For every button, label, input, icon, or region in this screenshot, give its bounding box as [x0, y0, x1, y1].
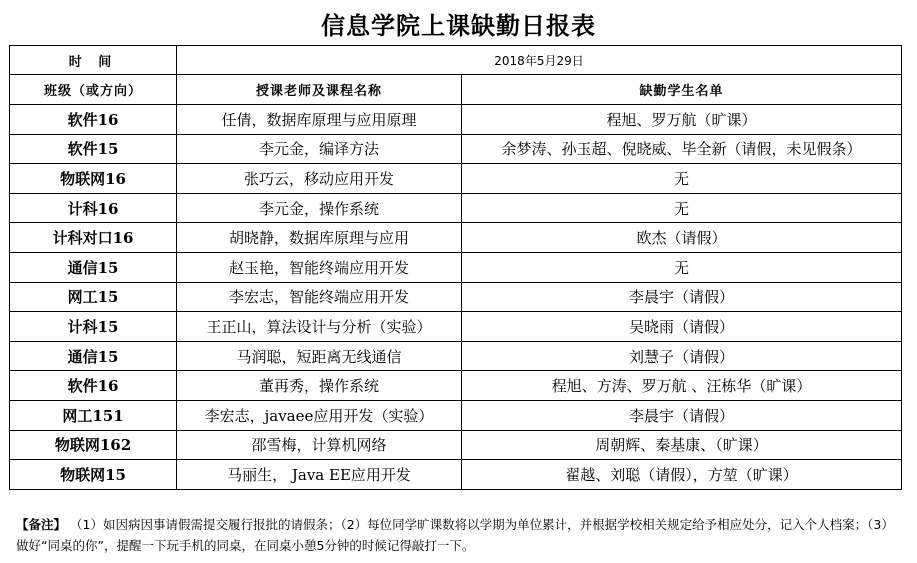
- teacher-course-cell: 张巧云，移动应用开发: [177, 164, 462, 194]
- class-cell: 软件16: [10, 105, 177, 135]
- class-cell: 计科对口16: [10, 223, 177, 253]
- teacher-course-cell: 马润聪，短距离无线通信: [177, 341, 462, 371]
- absent-students-cell: 欧杰（请假）: [462, 223, 902, 253]
- table-row: [10, 105, 902, 135]
- teacher-course-cell: 董再秀，操作系统: [177, 371, 462, 401]
- class-cell: 物联网162: [10, 430, 177, 460]
- remarks-text: （1）如因病因事请假需提交履行报批的请假条；（2）每位同学旷课数将以学期为单位累计，并根据学校相关规定给予相应处分，记入个人档案；（3）做好“同桌的你”，提醒一下玩手机的同桌，在同桌小憩5分钟的时候记得敲打一下。: [16, 517, 894, 553]
- table-row: [10, 164, 902, 194]
- table-row: [10, 282, 902, 312]
- class-cell: 物联网15: [10, 460, 177, 490]
- class-cell: 软件15: [10, 134, 177, 164]
- class-cell: 软件16: [10, 371, 177, 401]
- header-class: 班级（或方向）: [10, 75, 177, 105]
- class-cell: 物联网16: [10, 164, 177, 194]
- table-row: [10, 193, 902, 223]
- absent-students-cell: 周朝辉、秦基康、（旷课）: [462, 430, 902, 460]
- absent-students-cell: 翟越、刘聪（请假），方堃（旷课）: [462, 460, 902, 490]
- header-teacher: 授课老师及课程名称: [177, 75, 462, 105]
- remarks: [16, 514, 896, 556]
- page-title: 信息学院上课缺勤日报表: [321, 11, 596, 40]
- table-row: [10, 223, 902, 253]
- header-row: [10, 75, 902, 105]
- class-cell: 通信15: [10, 341, 177, 371]
- teacher-course-cell: 李元金，编译方法: [177, 134, 462, 164]
- date-label: 时 间: [10, 46, 177, 75]
- date-value: 2018年5月29日: [177, 46, 902, 75]
- table-row: [10, 341, 902, 371]
- table-row: [10, 371, 902, 401]
- absent-students-cell: 程旭、方涛、罗万航 、汪栋华（旷课）: [462, 371, 902, 401]
- teacher-course-cell: 邵雪梅，计算机网络: [177, 430, 462, 460]
- table-row: [10, 312, 902, 342]
- class-cell: 通信15: [10, 252, 177, 282]
- class-cell: 计科15: [10, 312, 177, 342]
- table-row: [10, 134, 902, 164]
- class-cell: 网工15: [10, 282, 177, 312]
- class-cell: 网工151: [10, 400, 177, 430]
- absent-students-cell: 吴晓雨（请假）: [462, 312, 902, 342]
- absent-students-cell: 无: [462, 164, 902, 194]
- date-row: [10, 46, 902, 75]
- table-row: [10, 430, 902, 460]
- teacher-course-cell: 李元金，操作系统: [177, 193, 462, 223]
- teacher-course-cell: 赵玉艳，智能终端应用开发: [177, 252, 462, 282]
- table-row: [10, 460, 902, 490]
- absent-students-cell: 程旭、罗万航（旷课）: [462, 105, 902, 135]
- absent-students-cell: 李晨宇（请假）: [462, 282, 902, 312]
- absent-students-cell: 余梦涛、孙玉超、倪晓威、毕全新（请假，未见假条）: [462, 134, 902, 164]
- absent-students-cell: 李晨宇（请假）: [462, 400, 902, 430]
- absent-students-cell: 无: [462, 252, 902, 282]
- teacher-course-cell: 任倩，数据库原理与应用原理: [177, 105, 462, 135]
- absent-students-cell: 刘慧子（请假）: [462, 341, 902, 371]
- teacher-course-cell: 马丽生， Java EE应用开发: [177, 460, 462, 490]
- class-cell: 计科16: [10, 193, 177, 223]
- teacher-course-cell: 胡晓静，数据库原理与应用: [177, 223, 462, 253]
- remarks-tag: 【备注】: [16, 517, 67, 532]
- teacher-course-cell: 李宏志，智能终端应用开发: [177, 282, 462, 312]
- table-row: [10, 400, 902, 430]
- header-absent: 缺勤学生名单: [462, 75, 902, 105]
- teacher-course-cell: 李宏志，javaee应用开发（实验）: [177, 400, 462, 430]
- table-row: [10, 252, 902, 282]
- absent-students-cell: 无: [462, 193, 902, 223]
- teacher-course-cell: 王正山，算法设计与分析（实验）: [177, 312, 462, 342]
- absence-table: [9, 45, 902, 490]
